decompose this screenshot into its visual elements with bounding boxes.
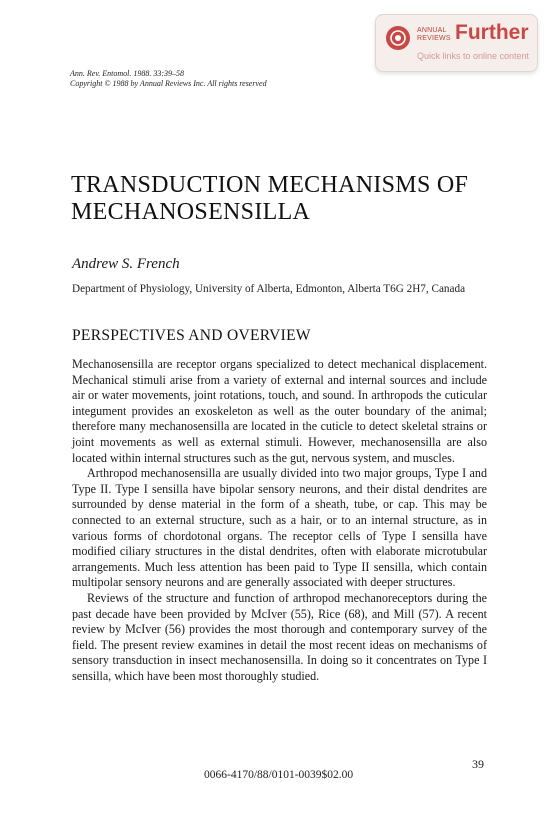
- author-affiliation: Department of Physiology, University of Alberta, Edmonton, Alberta T6G 2H7, Canada: [72, 283, 466, 295]
- title-line-1: TRANSDUCTION MECHANISMS OF: [71, 172, 469, 198]
- copyright-line: Copyright © 1988 by Annual Reviews Inc. All rights reserved: [70, 79, 267, 88]
- badge-publisher-label: [417, 27, 451, 43]
- paragraph: Mechanosensilla are receptor organs specialized to detect mechanical displacement. Mechanical stimuli arise from a variety of external and internal sources and include air or water movements, joint rotations, touch, and sound. In arthropods the cuticular integument provides an exoskeleton as well as the outer boundary of the animal; therefore many mechanosensilla are located in the cuticle to detect skeletal strains or joint movements as well as external stimuli. However, mechanosensilla are also located within internal structures such as the gut, nervous system, and muscles.: [72, 357, 487, 465]
- page-number: 39: [472, 757, 484, 771]
- paragraph: Reviews of the structure and function of arthropod mechanoreceptors during the past decade have been provided by McIver (55), Rice (68), and Mill (57). A recent review by McIver (56) provides the most thorough and contemporary survey of the field. The present review examines in detail the most recent ideas on mechanisms of sensory transduction in insect mechanosensilla. In doing so it concentrates on Type I sensilla, which have been most thoroughly studied.: [72, 590, 487, 683]
- title-line-2: MECHANOSENSILLA: [71, 199, 311, 225]
- author-name: Andrew S. French: [72, 256, 180, 272]
- badge-further-label: Further: [455, 21, 529, 44]
- badge-publisher-line-1: ANNUAL: [417, 27, 447, 34]
- article-title: [71, 172, 501, 226]
- journal-citation: [70, 69, 267, 89]
- badge-subtitle: Quick links to online content: [417, 51, 530, 61]
- annual-reviews-logo-icon: [386, 26, 410, 50]
- badge-publisher-line-2: REVIEWS: [417, 35, 451, 42]
- annual-reviews-further-badge[interactable]: [375, 14, 538, 72]
- section-heading: PERSPECTIVES AND OVERVIEW: [72, 327, 311, 344]
- article-code: 0066-4170/88/0101-0039$02.00: [204, 769, 354, 781]
- paragraph: Arthropod mechanosensilla are usually divided into two major groups, Type I and Type II. Type I sensilla have bipolar sensory neurons, and their distal dendrites are surrounded by dense material in the form of a sheath, tube, or cap. This may be connected to an external structure, such as a hair, or to an internal structure, as in various forms of chordotonal organs. The receptor cells of Type I sensilla have modified ciliary structures in the distal dendrites, often with elaborate microtubular arrangements. Much less attention has been paid to Type II sensilla, which contain multipolar sensory neurons and are generally associated with deeper structures.: [72, 466, 487, 590]
- citation-line: Ann. Rev. Entomol. 1988. 33:39–58: [70, 69, 185, 78]
- article-body: [72, 357, 487, 684]
